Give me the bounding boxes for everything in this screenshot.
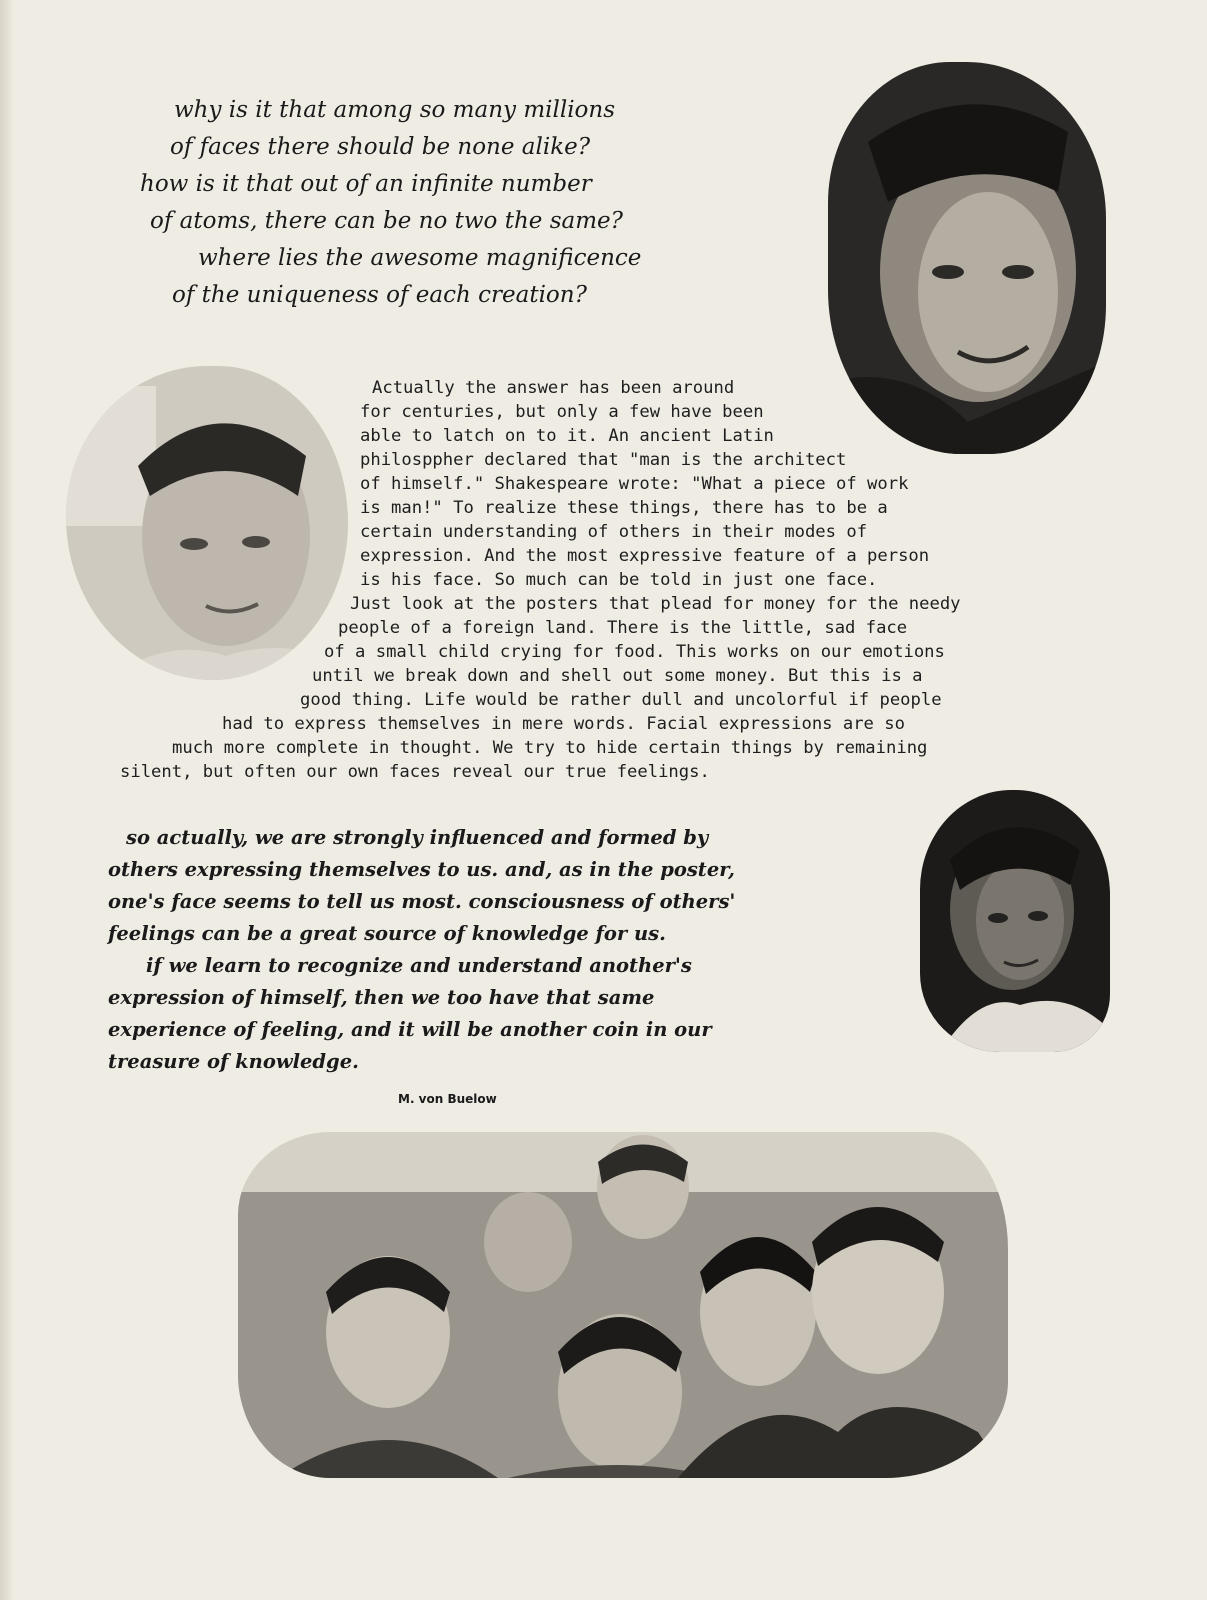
portrait-photo-top-right: [828, 62, 1106, 454]
intro-handwriting: [140, 92, 641, 314]
body-line: Just look at the posters that plead for money for the needy: [350, 594, 961, 614]
body-line: certain understanding of others in their modes of: [360, 522, 868, 542]
body-line: much more complete in thought. We try to hide certain things by remaining: [172, 738, 928, 758]
body-line: until we break down and shell out some money. But this is a: [312, 666, 923, 686]
body-line: is man!" To realize these things, there has to be a: [360, 498, 888, 518]
body-line: expression. And the most expressive feature of a person: [360, 546, 930, 566]
intro-line: how is it that out of an infinite number: [140, 171, 592, 197]
body-line: had to express themselves in mere words. Facial expressions are so: [222, 714, 905, 734]
body-line: of a small child crying for food. This works on our emotions: [324, 642, 945, 662]
intro-line: of atoms, there can be no two the same?: [150, 208, 623, 234]
body-line: able to latch on to it. An ancient Latin: [360, 426, 774, 446]
outro-line: expression of himself, then we too have that same: [108, 986, 655, 1009]
outro-line: feelings can be a great source of knowledge for us.: [108, 922, 666, 945]
intro-line: of faces there should be none alike?: [170, 134, 591, 160]
intro-line: where lies the awesome magnificence: [198, 245, 642, 271]
outro-line: so actually, we are strongly influenced and formed by: [126, 826, 709, 849]
intro-line: why is it that among so many millions: [174, 97, 616, 123]
outro-line: experience of feeling, and it will be another coin in our: [108, 1018, 712, 1041]
outro-line: one's face seems to tell us most. consciousness of others': [108, 890, 736, 913]
page-edge: [0, 0, 14, 1600]
portrait-photo-left: [66, 366, 348, 680]
outro-line: others expressing themselves to us. and, as in the poster,: [108, 858, 735, 881]
portrait-photo-right: [920, 790, 1110, 1052]
group-photo: [238, 1132, 1008, 1478]
body-line: good thing. Life would be rather dull and uncolorful if people: [300, 690, 942, 710]
body-line: Actually the answer has been around: [372, 378, 735, 398]
body-line: for centuries, but only a few have been: [360, 402, 764, 422]
author-signature: M. von Buelow: [398, 1092, 497, 1106]
body-line: is his face. So much can be told in just one face.: [360, 570, 878, 590]
intro-line: of the uniqueness of each creation?: [172, 282, 587, 308]
outro-handwriting: [108, 822, 735, 1078]
body-line: of himself." Shakespeare wrote: "What a piece of work: [360, 474, 909, 494]
outro-line: treasure of knowledge.: [108, 1050, 359, 1073]
body-line: people of a foreign land. There is the little, sad face: [338, 618, 908, 638]
body-line: silent, but often our own faces reveal our true feelings.: [120, 762, 710, 782]
outro-line: if we learn to recognize and understand another's: [146, 954, 692, 977]
body-line: philosppher declared that "man is the architect: [360, 450, 847, 470]
